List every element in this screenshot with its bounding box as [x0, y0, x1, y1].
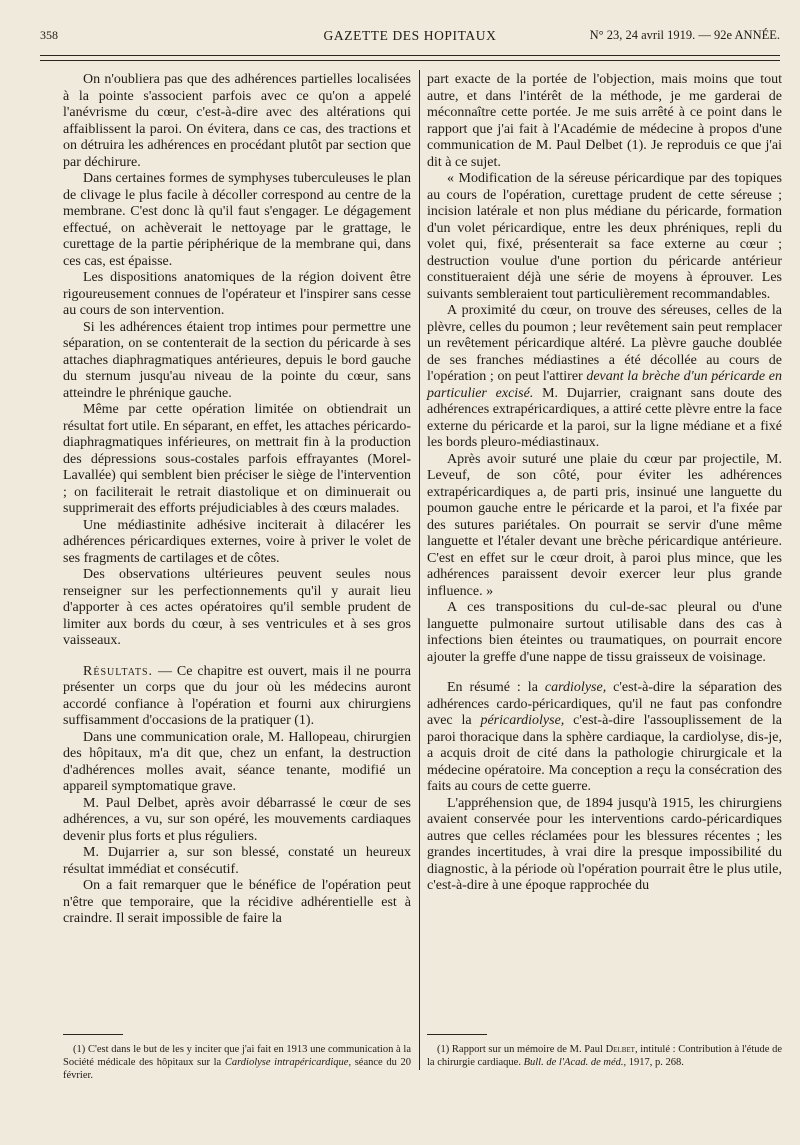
paragraph: Les dispositions anatomiques de la région doivent être rigoureusement connues de l'opérateur et l'inspirer sans cesse au cours de son intervention.: [63, 270, 411, 318]
emphasis-text: péricardiolyse,: [480, 713, 565, 728]
text-run: En résumé : la: [447, 680, 545, 695]
paragraph: Des observations ultérieures peuvent seules nous renseigner sur les perfectionnements qu'il y aurait lieu d'apporter à ces actes opératoires qu'il semble prudent de limiter aux bords du cœur, à ses ventricules et à ses gros vaisseaux.: [63, 567, 411, 648]
column-divider: [419, 70, 420, 1070]
paragraph: L'appréhension que, de 1894 jusqu'à 1915, les chirurgiens avaient conservée pour les interventions cardo-péricardiques autres que celles réclamées pour les blessures récentes ; les grandes incertitudes, à vrai dire la presque impossibilité du diagnostic, à la période où l'opération pourrait être le plus utile, c'est-à-dire à une époque rapprochée du: [427, 795, 782, 893]
emphasis-text: cardiolyse,: [544, 680, 607, 695]
paragraph: [427, 303, 782, 452]
emphasis-text: Bull. de l'Acad. de méd.,: [523, 1057, 627, 1068]
paragraph: « Modification de la séreuse péricardique par des topiques au cours de l'opération, curettage prudent de cette séreuse ; incision latérale et non plus médiane du péricarde, formation d'un volet péricardique, entre les deux phréniques, repli du volet qui, fixé, présenterait sa face externe au cœur ; destruction voulue d'une portion du péricarde antérieur constitueraient déjà une série de moyens à éprouver. Les suivants sembleraient tout particulièrement recommandables.: [427, 171, 782, 302]
paragraph: Dans certaines formes de symphyses tuberculeuses le plan de clivage le plus facile à décoller correspond au centre de la membrane. C'est donc là qu'il faut s'engager. Le dégagement effectué, on achèverait le nettoyage par le grattage, le curettage de la partie périphérique de la membrane qui, dans ces cas, est épaisse.: [63, 171, 411, 269]
header-rule-thin: [40, 60, 780, 61]
paragraph: part exacte de la portée de l'objection, mais moins que tout autre, et dans l'intérêt de la méthode, je me garderai de méconnaître cette portée. Je me suis arrêté à ce point dans le rapport que j'ai fait à l'Académie de médecine à propos d'une communication de M. Paul Delbet (1). Je reproduis ce que j'ai dit à ce sujet.: [427, 72, 782, 170]
text-run: c'est-à-dire la séparation des adhérences cardo-péricardiques, qu'il ne faut pas confondre avec la: [427, 680, 782, 728]
emphasis-text: devant la brèche d'un péricarde en particulier excisé.: [427, 369, 782, 401]
text-run: (1) C'est dans le but de les y inciter que j'ai fait en 1913 une communication à la Société médicale des hôpitaux sur la: [63, 1044, 411, 1068]
author-name: Delbet: [605, 1044, 635, 1055]
emphasis-text: Cardiolyse intrapéricardique,: [224, 1057, 352, 1068]
text-run: A proximité du cœur, on trouve des séreuses, celles de la plèvre, celles du poumon ; leur revêtement sain peut remplacer un revêtement péricardique altéré. La plèvre gauche doublée de ses franches médiastines a été décollée au cours de l'opération ; on peut l'attirer: [427, 303, 782, 384]
footnote-text: [63, 1043, 411, 1082]
footnote-text: [427, 1043, 782, 1069]
paragraph: Si les adhérences étaient trop intimes pour permettre une séparation, on se contenterait de la section du péricarde à ses attaches diaphragmatiques antérieures, depuis le bord gauche du sternum jusqu'au niveau de la pointe du cœur, sans atteindre le phrénique gauche.: [63, 319, 411, 401]
paragraph: M. Paul Delbet, après avoir débarrassé le cœur de ses adhérences, a vu, sur son opéré, les mouvements cardiaques devenir plus forts et plus réguliers.: [63, 795, 411, 844]
paragraph: M. Dujarrier a, sur son blessé, constaté un heureux résultat immédiat et consécutif.: [63, 845, 411, 877]
results-paragraph: [63, 664, 411, 730]
footnote-rule: [63, 1034, 123, 1035]
paragraph: Une médiastinite adhésive inciterait à dilacérer les adhérences péricardiques externes, voire à priver le volet de ses fragments de cartilages et de côtes.: [63, 517, 411, 566]
results-heading: Résultats.: [83, 663, 154, 679]
footnote-left: [63, 1043, 411, 1082]
paragraph: On a fait remarquer que le bénéfice de l'opération peut n'être que temporaire, que la récidive adhérentielle est à craindre. Il serait impossible de faire la: [63, 878, 411, 926]
left-column: [63, 72, 411, 928]
paragraph: Après avoir suturé une plaie du cœur par projectile, M. Leveuf, de son côté, pour éviter les adhérences extrapéricardiques a, de parti pris, insinué une languette du poumon gauche entre le péricarde et la paroi, et l'a fixée par des sutures pariétales. On pourrait se servir d'une même languette et l'étaler devant une brèche péricardique antérieure. C'est en effet sur le cœur droit, à paroi plus mince, que les adhérences paraissent devoir exercer leur plus grande influence. »: [427, 451, 782, 599]
issue-info: N° 23, 24 avril 1919. — 92e ANNÉE.: [589, 28, 780, 42]
footnote-right: [427, 1043, 782, 1069]
text-run: , intitulé : Contribution à l'étude de la chirurgie cardiaque.: [427, 1044, 782, 1068]
paragraph: Dans une communication orale, M. Hallopeau, chirurgien des hôpitaux, m'a dit que, chez un enfant, la destruction d'adhérences molles avait, séance tenante, modifié un appareil symptomatique grave.: [63, 729, 411, 794]
header-rule: [40, 55, 780, 56]
paragraph: On n'oubliera pas que des adhérences partielles localisées à la pointe s'associent parfois avec ce qu'on a appelé l'anévrisme du cœur, c'est-à-dire avec des altérations qui affaiblissent la paroi. On évitera, dans ce cas, des tractions et on détruira les adhérences en procédant plutôt par section que par déchirure.: [63, 72, 411, 170]
text-run: 1917, p. 268.: [626, 1057, 684, 1068]
paragraph: A ces transpositions du cul-de-sac pleural ou d'une languette pulmonaire surtout utilisable dans des cas à infections bien éteintes ou traumatiques, on pourrait encore ajouter la greffe d'une nappe de tissu graisseux de voisinage.: [427, 600, 782, 665]
text-run: c'est-à-dire l'assouplissement de la paroi thoracique dans la sphère cardiaque, la cardiolyse, dis-je, a acquis droit de cité dans la pathologie chirurgicale et la médecine opératoire. Ma conception a reçu la consécration des faits au cours de cette guerre.: [427, 713, 782, 794]
summary-paragraph: [427, 680, 782, 796]
text-run: séance du 20 février.: [63, 1057, 411, 1081]
paragraph: Même par cette opération limitée on obtiendrait un résultat fort utile. En séparant, en effet, les attaches péricardo-diaphragmatiques inférieures, on mettrait fin à la production des dépressions sous-costales parfois effrayantes (Morel-Lavallée) qui semblent bien préciser le siège de l'intervention ; on faciliterait le retrait diastolique et on diminuerait ou supprimerait des efforts préjudiciables à des cœurs malades.: [63, 402, 411, 516]
footnote-rule: [427, 1034, 487, 1035]
text-run: (1) Rapport sur un mémoire de M. Paul: [437, 1044, 606, 1055]
page-header: [40, 28, 780, 50]
right-column: [427, 72, 782, 895]
page-number: 358: [40, 28, 58, 42]
journal-title: GAZETTE DES HOPITAUX: [323, 28, 497, 43]
text-run: M. Dujarrier, craignant sans doute des adhérences extrapéricardiques, a attiré cette plèvre entre la face externe du péricarde et la paroi, sur la ligne médiane et a fixé les bords pleuro-médiastinaux.: [427, 385, 783, 450]
results-text: — Ce chapitre est ouvert, mais il ne pourra présenter un corps que du jour où les médecins auront accordé confiance à l'opération et fourni aux chirurgiens suffisamment d'occasions de la pratiquer (1).: [63, 663, 411, 728]
